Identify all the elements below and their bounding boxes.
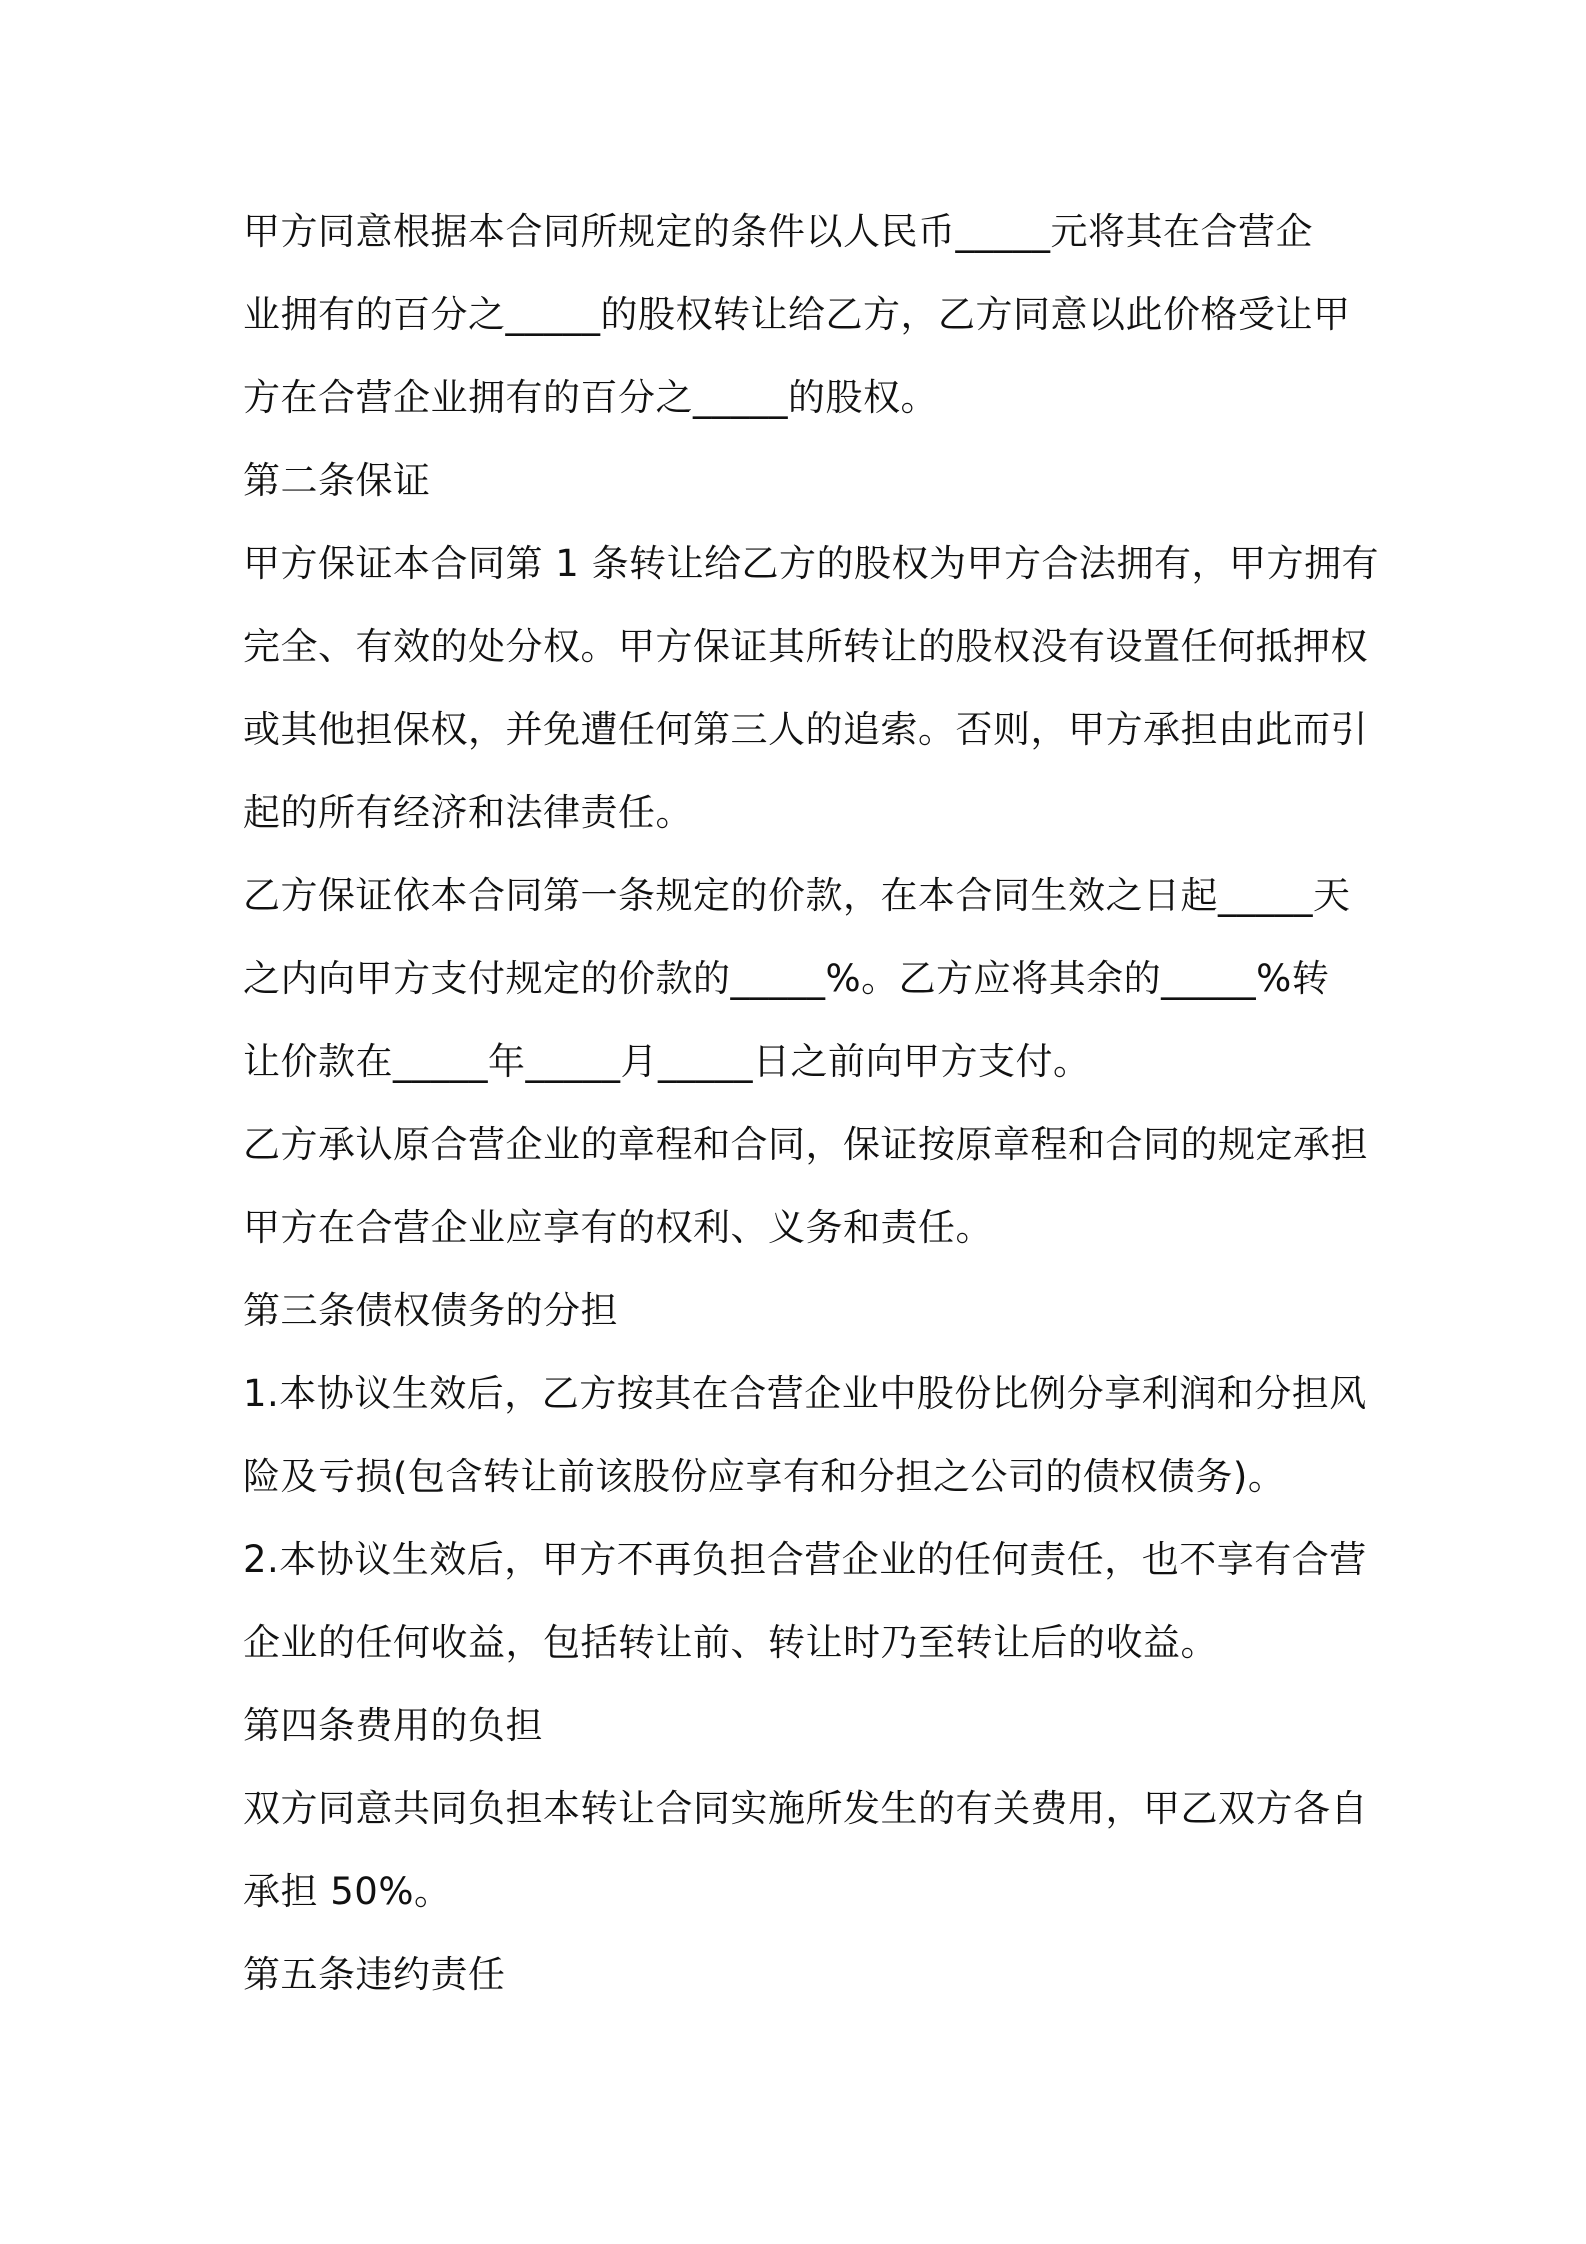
paragraph-line: 甲方同意根据本合同所规定的条件以人民币_____元将其在合营企 xyxy=(243,210,1313,253)
paragraph-line: 险及亏损(包含转让前该股份应享有和分担之公司的债权债务)。 xyxy=(243,1455,1286,1498)
contract-text xyxy=(243,190,1380,2016)
paragraph-line: 乙方保证依本合同第一条规定的价款，在本合同生效之日起_____天 xyxy=(243,874,1351,917)
paragraph-line: 乙方承认原合营企业的章程和合同，保证按原章程和合同的规定承担 xyxy=(243,1123,1368,1166)
paragraph-line: 起的所有经济和法律责任。 xyxy=(243,791,693,834)
paragraph-line: 之内向甲方支付规定的价款的_____%。乙方应将其余的_____%转 xyxy=(243,957,1330,1000)
section-heading-article-3: 第三条债权债务的分担 xyxy=(243,1289,618,1332)
section-heading-article-5: 第五条违约责任 xyxy=(243,1953,506,1996)
paragraph-line: 企业的任何收益，包括转让前、转让时乃至转让后的收益。 xyxy=(243,1621,1218,1664)
section-heading-article-2: 第二条保证 xyxy=(243,459,431,502)
paragraph-line: 让价款在_____年_____月_____日之前向甲方支付。 xyxy=(243,1040,1091,1083)
paragraph-line: 承担 50%。 xyxy=(243,1870,452,1913)
paragraph-line: 方在合营企业拥有的百分之_____的股权。 xyxy=(243,376,938,419)
section-heading-article-4: 第四条费用的负担 xyxy=(243,1704,543,1747)
paragraph-line: 或其他担保权，并免遭任何第三人的追索。否则，甲方承担由此而引 xyxy=(243,708,1368,751)
paragraph-line: 双方同意共同负担本转让合同实施所发生的有关费用，甲乙双方各自 xyxy=(243,1787,1368,1830)
paragraph-line: 甲方保证本合同第 1 条转让给乙方的股权为甲方合法拥有，甲方拥有 xyxy=(243,542,1380,585)
paragraph-line: 2.本协议生效后，甲方不再负担合营企业的任何责任，也不享有合营 xyxy=(243,1538,1367,1581)
paragraph-line: 甲方在合营企业应享有的权利、义务和责任。 xyxy=(243,1206,993,1249)
paragraph-line: 业拥有的百分之_____的股权转让给乙方，乙方同意以此价格受让甲 xyxy=(243,293,1351,336)
paragraph-line: 1.本协议生效后，乙方按其在合营企业中股份比例分享利润和分担风 xyxy=(243,1372,1367,1415)
paragraph-line: 完全、有效的处分权。甲方保证其所转让的股权没有设置任何抵押权 xyxy=(243,625,1368,668)
